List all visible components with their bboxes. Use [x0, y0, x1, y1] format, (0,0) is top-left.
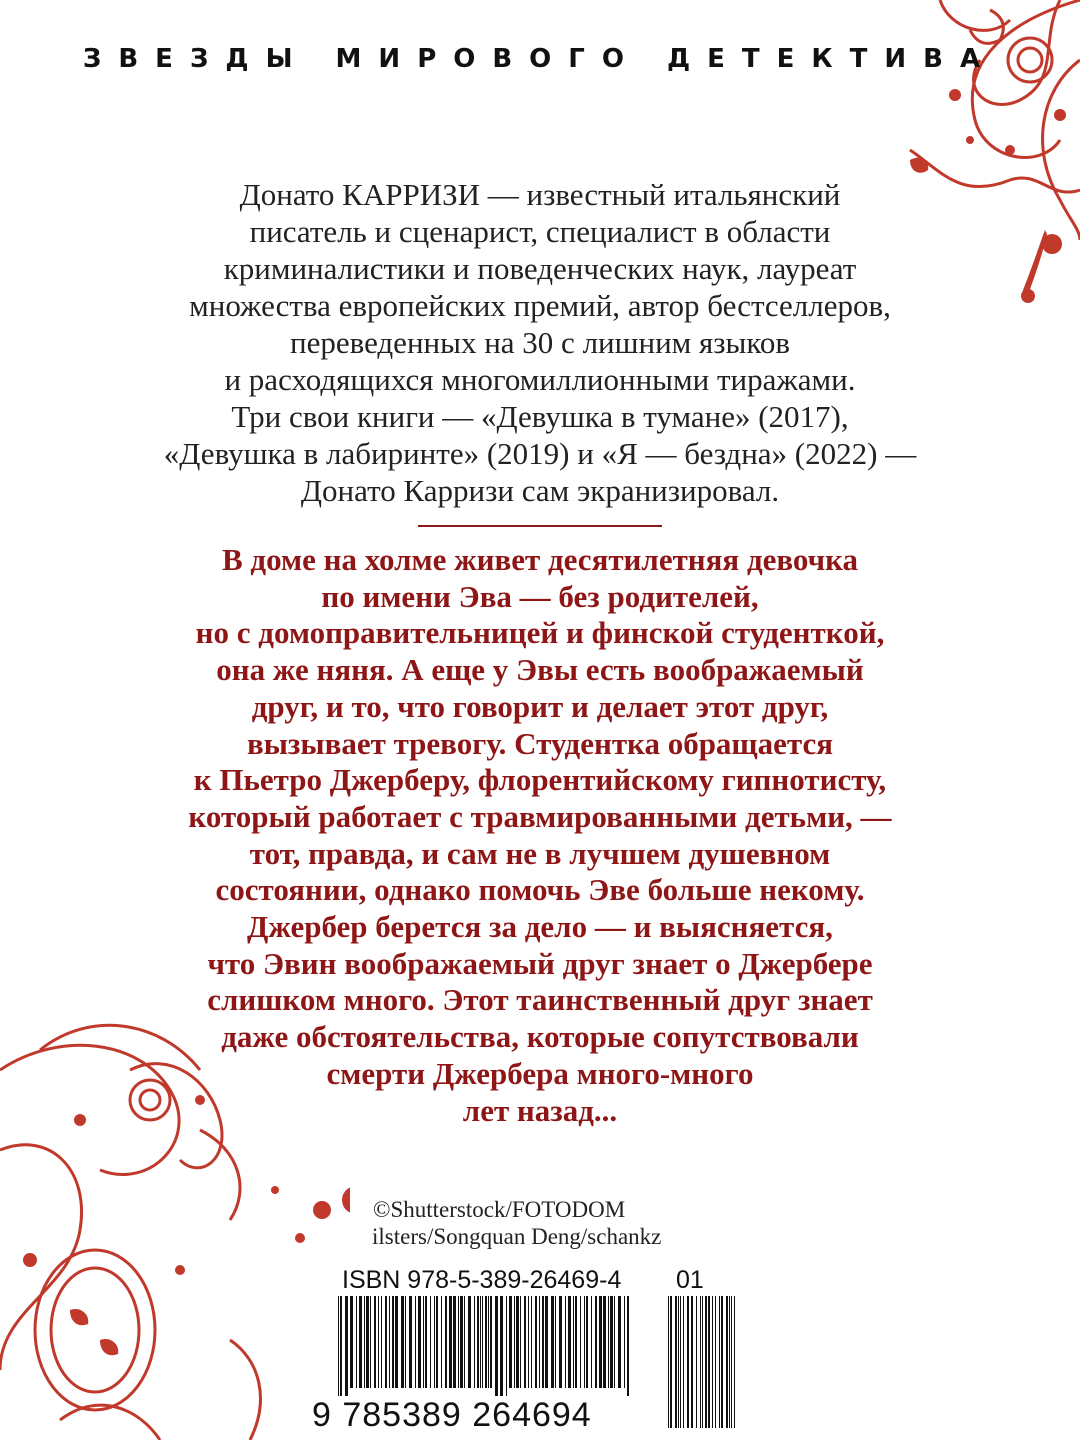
barcode-bar	[586, 1296, 588, 1388]
annotation-line: тот, правда, и сам не в лучшем душевном	[249, 835, 831, 871]
barcode-bar	[715, 1296, 716, 1428]
annotation-line: вызывает тревогу. Студентка обращается	[246, 725, 834, 761]
barcode-bar	[423, 1296, 424, 1388]
barcode-bar	[524, 1296, 526, 1388]
barcode-bar	[480, 1296, 481, 1388]
barcode-bar	[721, 1296, 723, 1428]
barcode-bar	[418, 1296, 421, 1388]
barcode-bar	[458, 1296, 459, 1388]
isbn-label: ISBN 978-5-389-26469-4	[342, 1266, 622, 1294]
section-divider	[418, 525, 662, 527]
bio-line: переведенных на 30 с лишним языков	[290, 325, 790, 360]
annotation-line: слишком много. Этот таинственный друг знает	[207, 982, 873, 1018]
barcode-bar	[482, 1296, 483, 1388]
barcode-bar	[668, 1296, 669, 1428]
barcode-bar	[729, 1296, 730, 1428]
bio-line: Донато Карризи сам экранизировал.	[300, 473, 780, 508]
barcode-bar	[345, 1296, 348, 1396]
bio-line: «Девушка в лабиринте» (2019) и «Я — бездна» (2022) —	[163, 436, 917, 471]
barcode-bar	[580, 1296, 581, 1388]
annotation-line: лет назад...	[462, 1092, 618, 1128]
barcode-bar	[696, 1296, 697, 1428]
barcode-bar	[683, 1296, 684, 1428]
barcode-bar	[405, 1296, 406, 1388]
credit-line: ilsters/Songquan Deng/schankz	[372, 1224, 662, 1249]
barcode-bar	[608, 1296, 609, 1388]
annotation-line: В доме на холме живет десятилетняя девочка	[221, 542, 858, 577]
barcode-bar	[359, 1296, 362, 1388]
bio-line: множества европейских премий, автор бестселлеров,	[189, 288, 891, 323]
annotation-line: Джербер берется за дело — и выясняется,	[247, 909, 833, 945]
barcode-bar	[545, 1296, 548, 1388]
barcode-bar	[610, 1296, 613, 1388]
barcode-bar	[356, 1296, 357, 1388]
barcode-bar	[514, 1296, 515, 1388]
annotation-line: к Пьетро Джерберу, флорентийскому гипнотисту,	[193, 762, 887, 798]
barcode-bar	[350, 1296, 353, 1388]
series-title: ЗВЕЗДЫ МИРОВОГО ДЕТЕКТИВА	[82, 44, 998, 74]
barcode-bar	[436, 1296, 438, 1388]
barcode-bar	[731, 1296, 732, 1428]
annotation-line: что Эвин воображаемый друг знает о Джербере	[207, 945, 873, 981]
barcode-bar	[726, 1296, 728, 1428]
barcode-digits: 9 785389 264694	[312, 1396, 592, 1434]
barcode-bar	[381, 1296, 382, 1388]
barcode-bar	[539, 1296, 540, 1388]
barcode-bar	[687, 1296, 689, 1428]
barcode-bar	[702, 1296, 703, 1428]
barcode-bar	[708, 1296, 710, 1428]
ean-barcode	[338, 1296, 632, 1396]
image-credits	[372, 1196, 661, 1250]
barcode-bar	[389, 1296, 390, 1388]
barcode-bar	[618, 1296, 621, 1388]
annotation-line: смерти Джербера много-много	[326, 1055, 754, 1091]
barcode-bar	[401, 1296, 404, 1388]
barcode-bar	[520, 1296, 521, 1388]
barcode-bar	[453, 1296, 456, 1388]
barcode-bar	[535, 1296, 537, 1388]
annotation-line: но с домоправительницей и финской студенткой,	[195, 615, 885, 651]
barcode-bar	[385, 1296, 387, 1388]
bio-line: писатель и сценарист, специалист в области	[249, 214, 831, 249]
barcode-bar	[490, 1296, 492, 1388]
barcode-bar	[670, 1296, 672, 1428]
credit-line: ©Shutterstock/FOTODOM	[373, 1197, 626, 1222]
barcode-bar	[425, 1296, 427, 1388]
barcode-bar	[705, 1296, 707, 1428]
barcode-bar	[509, 1296, 512, 1388]
barcode-bar	[531, 1296, 532, 1388]
barcode-bar	[434, 1296, 435, 1388]
barcode-bar	[516, 1296, 519, 1388]
barcode-bar	[364, 1296, 365, 1388]
barcode-bar	[449, 1296, 452, 1388]
barcode-bar	[445, 1296, 447, 1388]
barcode-bar	[573, 1296, 574, 1388]
annotation-line: она же няня. А еще у Эвы есть воображаемый	[216, 652, 864, 688]
barcode-bar	[374, 1296, 376, 1388]
barcode-bar	[603, 1296, 606, 1388]
barcode-bar	[395, 1296, 398, 1388]
barcode-bar	[464, 1296, 465, 1388]
barcode-bar	[734, 1296, 735, 1428]
barcode-bar	[485, 1296, 487, 1388]
barcode-bar	[460, 1296, 463, 1388]
barcode-bar	[468, 1296, 471, 1388]
bio-line: Три свои книги — «Девушка в тумане» (2017),	[231, 399, 849, 434]
author-bio	[60, 176, 1020, 509]
barcode-bar	[409, 1296, 412, 1388]
barcode-bar	[559, 1296, 562, 1388]
annotation-line: состоянии, однако помочь Эве больше некому.	[215, 872, 865, 908]
annotation-line: друг, и то, что говорит и делает этот друг,	[251, 688, 829, 724]
barcode-bar	[340, 1296, 342, 1396]
barcode-bar	[488, 1296, 489, 1388]
barcode-bar	[595, 1296, 597, 1388]
bio-line: Донато КАРРИЗИ — известный итальянский	[239, 177, 841, 212]
barcode-bar	[678, 1296, 679, 1428]
barcode-bar	[415, 1296, 416, 1388]
barcode-bar	[370, 1296, 371, 1388]
annotation-line: по имени Эва — без родителей,	[321, 578, 759, 614]
barcode-bar	[584, 1296, 585, 1388]
barcode-bar	[691, 1296, 693, 1428]
barcode-bar	[500, 1296, 503, 1396]
annotation-line: который работает с травмированными детьми, —	[188, 798, 892, 834]
barcode-bar	[441, 1296, 442, 1388]
barcode-bar	[528, 1296, 529, 1388]
barcode-bar	[366, 1296, 369, 1388]
barcode-bar	[506, 1296, 507, 1396]
barcode-bar	[551, 1296, 554, 1388]
barcode-bar	[542, 1296, 544, 1388]
barcode-bar	[627, 1296, 629, 1396]
bio-line: криминалистики и поведенческих наук, лауреат	[223, 251, 857, 286]
barcode-bar	[430, 1296, 431, 1388]
barcode-bar	[680, 1296, 681, 1428]
barcode-bar	[568, 1296, 571, 1388]
barcode-addon-code: 01	[676, 1266, 704, 1294]
barcode-bar	[474, 1296, 475, 1388]
barcode-bar	[599, 1296, 602, 1388]
barcode-bar	[392, 1296, 394, 1388]
barcode-bar	[565, 1296, 566, 1388]
barcode-bar	[495, 1296, 498, 1396]
barcode-bar	[719, 1296, 720, 1428]
barcode-bar	[338, 1296, 339, 1396]
barcode-bar	[700, 1296, 701, 1428]
bio-line: и расходящихся многомиллионными тиражами.	[224, 362, 856, 397]
barcode-bar	[624, 1296, 625, 1388]
barcode-bar	[675, 1296, 677, 1428]
barcode-bar	[575, 1296, 577, 1388]
barcode-bar	[477, 1296, 479, 1388]
barcode-bar	[378, 1296, 379, 1388]
barcode-bar	[555, 1296, 556, 1388]
addon-barcode	[668, 1296, 740, 1428]
barcode-bar	[614, 1296, 615, 1388]
barcode-bar	[712, 1296, 713, 1428]
barcode-bar	[591, 1296, 592, 1388]
annotation-line: даже обстоятельства, которые сопутствовали	[221, 1019, 859, 1055]
book-annotation	[40, 542, 1040, 1129]
